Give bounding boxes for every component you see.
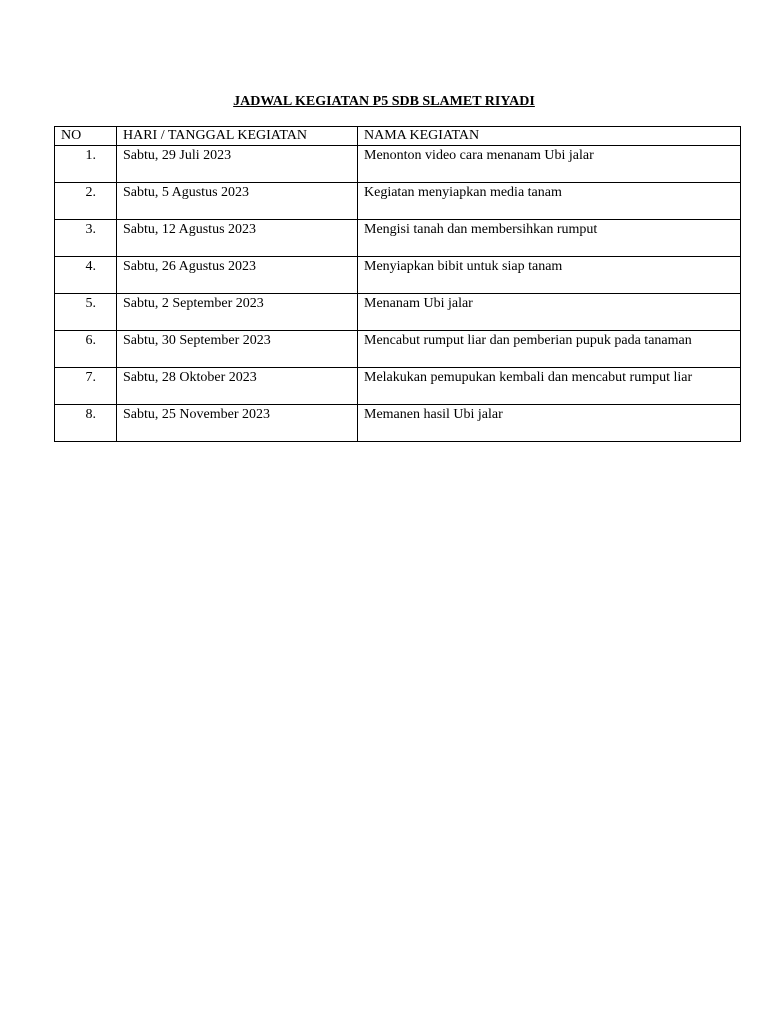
- row-activity: Mengisi tanah dan membersihkan rumput: [358, 220, 741, 257]
- row-activity: Mencabut rumput liar dan pemberian pupuk pada tanaman: [358, 331, 741, 368]
- row-no: 7.: [55, 368, 117, 405]
- row-date: Sabtu, 29 Juli 2023: [117, 146, 358, 183]
- row-activity: Melakukan pemupukan kembali dan mencabut rumput liar: [358, 368, 741, 405]
- row-activity: Menonton video cara menanam Ubi jalar: [358, 146, 741, 183]
- row-date: Sabtu, 26 Agustus 2023: [117, 257, 358, 294]
- row-activity: Menyiapkan bibit untuk siap tanam: [358, 257, 741, 294]
- header-date: HARI / TANGGAL KEGIATAN: [117, 127, 358, 146]
- row-date: Sabtu, 28 Oktober 2023: [117, 368, 358, 405]
- table-row: [55, 146, 741, 183]
- header-activity: NAMA KEGIATAN: [358, 127, 741, 146]
- row-date: Sabtu, 25 November 2023: [117, 405, 358, 442]
- row-no: 1.: [55, 146, 117, 183]
- table-row: [55, 368, 741, 405]
- row-no: 8.: [55, 405, 117, 442]
- row-date: Sabtu, 30 September 2023: [117, 331, 358, 368]
- row-no: 3.: [55, 220, 117, 257]
- table-row: [55, 183, 741, 220]
- table-row: [55, 257, 741, 294]
- row-no: 5.: [55, 294, 117, 331]
- row-no: 6.: [55, 331, 117, 368]
- row-date: Sabtu, 5 Agustus 2023: [117, 183, 358, 220]
- table-row: [55, 331, 741, 368]
- row-activity: Menanam Ubi jalar: [358, 294, 741, 331]
- row-no: 4.: [55, 257, 117, 294]
- table-row: [55, 294, 741, 331]
- table-row: [55, 220, 741, 257]
- schedule-table: [54, 126, 741, 442]
- table-header-row: [55, 127, 741, 146]
- table-row: [55, 405, 741, 442]
- row-date: Sabtu, 12 Agustus 2023: [117, 220, 358, 257]
- row-no: 2.: [55, 183, 117, 220]
- row-date: Sabtu, 2 September 2023: [117, 294, 358, 331]
- row-activity: Memanen hasil Ubi jalar: [358, 405, 741, 442]
- header-no: NO: [55, 127, 117, 146]
- document-title: JADWAL KEGIATAN P5 SDB SLAMET RIYADI: [233, 94, 535, 109]
- row-activity: Kegiatan menyiapkan media tanam: [358, 183, 741, 220]
